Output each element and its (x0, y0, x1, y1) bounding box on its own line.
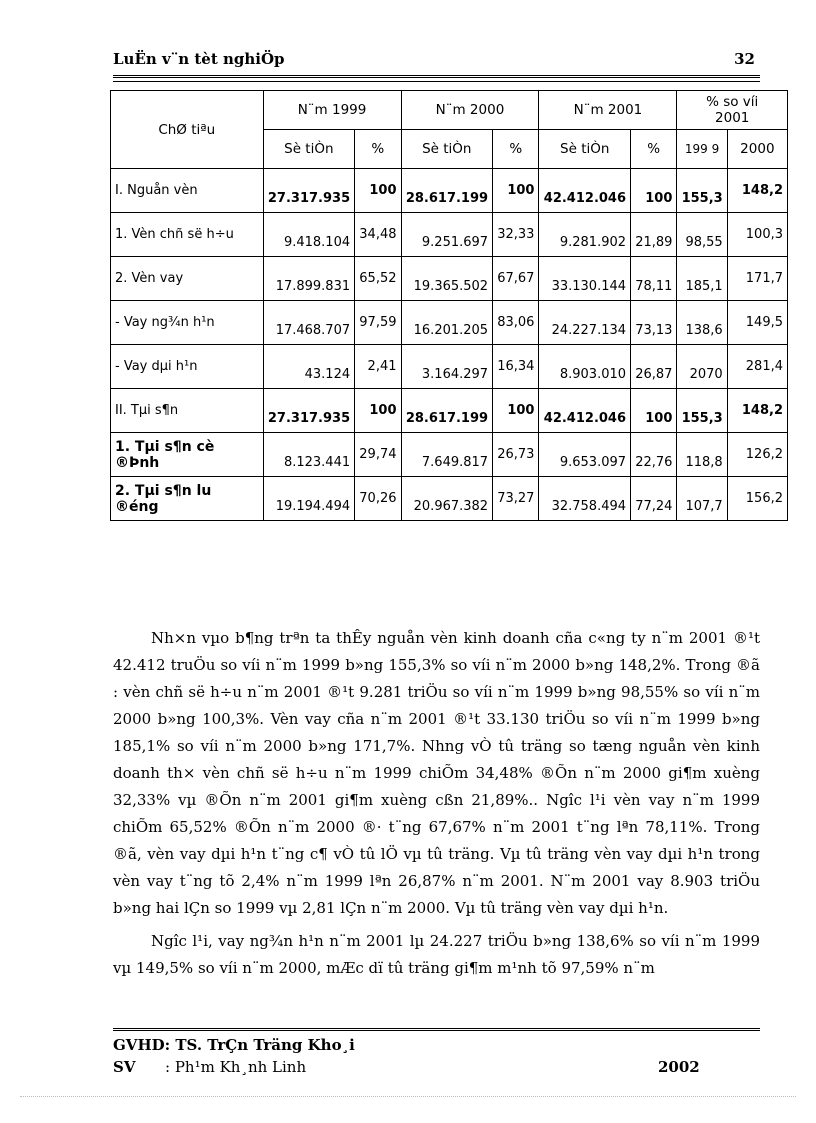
table-row (111, 433, 788, 477)
table-cell: 20.967.382 (401, 477, 493, 521)
table-cell: 32,33 (493, 213, 539, 257)
row-label: 2. Vèn vay (111, 257, 264, 301)
student-line (113, 1056, 760, 1078)
table-cell: 7.649.817 (401, 433, 493, 477)
table-cell: 73,27 (493, 477, 539, 521)
header-pct-line1: % so víi (706, 94, 759, 110)
header-rule (113, 75, 760, 82)
table-cell: 98,55 (677, 213, 727, 257)
row-label: 1. Vèn chñ së h÷u (111, 213, 264, 257)
header-pct-compare (677, 91, 788, 130)
page-bottom-dotted-line (20, 1096, 796, 1097)
header-year-2000: N¨m 2000 (401, 91, 539, 130)
table-cell: 149,5 (727, 301, 787, 345)
header-chitieu: ChØ tiªu (111, 91, 264, 169)
table-cell: 26,73 (493, 433, 539, 477)
table-cell: 19.194.494 (263, 477, 355, 521)
table-cell: 9.418.104 (263, 213, 355, 257)
table-cell: 16.201.205 (401, 301, 493, 345)
footer-year: 2002 (658, 1058, 700, 1076)
table-cell: 100 (493, 389, 539, 433)
subheader-cell: 2000 (727, 130, 787, 169)
table-cell: 148,2 (727, 169, 787, 213)
student-name: : Ph¹m Kh¸nh Linh (165, 1058, 307, 1076)
subheader-cell: Sè tiÒn (401, 130, 493, 169)
table-cell: 27.317.935 (263, 389, 355, 433)
row-label: I. Nguån vèn (111, 169, 264, 213)
thesis-title: LuËn v¨n tèt nghiÖp (113, 50, 285, 68)
table-cell: 107,7 (677, 477, 727, 521)
table-cell: 17.899.831 (263, 257, 355, 301)
table-cell: 281,4 (727, 345, 787, 389)
capital-structure-table (110, 90, 788, 521)
table-row (111, 389, 788, 433)
table-row (111, 477, 788, 521)
row-label: 1. Tµi s¶n cè ®Þnh (111, 433, 264, 477)
table-cell: 21,89 (631, 213, 677, 257)
table-cell: 28.617.199 (401, 389, 493, 433)
table-cell: 22,76 (631, 433, 677, 477)
table-cell: 16,34 (493, 345, 539, 389)
body-text (113, 625, 760, 988)
table-row (111, 301, 788, 345)
table-cell: 65,52 (355, 257, 401, 301)
table-cell: 100 (631, 389, 677, 433)
subheader-cell: Sè tiÒn (263, 130, 355, 169)
table-cell: 32.758.494 (539, 477, 631, 521)
row-label: - Vay ng¾n h¹n (111, 301, 264, 345)
table-cell: 2,41 (355, 345, 401, 389)
table-cell: 19.365.502 (401, 257, 493, 301)
table-cell: 100 (355, 389, 401, 433)
table-cell: 24.227.134 (539, 301, 631, 345)
table-row (111, 213, 788, 257)
subheader-cell: % (631, 130, 677, 169)
table-cell: 171,7 (727, 257, 787, 301)
table-cell: 70,26 (355, 477, 401, 521)
table-cell: 100,3 (727, 213, 787, 257)
subheader-cell: % (493, 130, 539, 169)
table-cell: 17.468.707 (263, 301, 355, 345)
table-cell: 43.124 (263, 345, 355, 389)
table-cell: 138,6 (677, 301, 727, 345)
row-label: 2. Tµi s¶n lu ®éng (111, 477, 264, 521)
table-cell: 2070 (677, 345, 727, 389)
table-cell: 9.653.097 (539, 433, 631, 477)
table-row (111, 257, 788, 301)
table-cell: 9.281.902 (539, 213, 631, 257)
row-label: II. Tµi s¶n (111, 389, 264, 433)
table-cell: 156,2 (727, 477, 787, 521)
table-cell: 78,11 (631, 257, 677, 301)
page-footer (113, 1034, 760, 1078)
table-cell: 73,13 (631, 301, 677, 345)
table-cell: 27.317.935 (263, 169, 355, 213)
table-cell: 3.164.297 (401, 345, 493, 389)
supervisor-line: GVHD: TS. TrÇn Träng Kho¸i (113, 1036, 355, 1054)
table-cell: 118,8 (677, 433, 727, 477)
table-cell: 100 (493, 169, 539, 213)
table-cell: 100 (631, 169, 677, 213)
table-cell: 148,2 (727, 389, 787, 433)
page-number: 32 (734, 50, 755, 68)
student-label: SV (113, 1058, 136, 1076)
table-cell: 77,24 (631, 477, 677, 521)
paragraph: Nh×n vµo b¶ng trªn ta thÊy nguån vèn kinh doanh cña c«ng ty n¨m 2001 ®¹t 42.412 truÖu so víi n¨m 1999 b»ng 155,3% so víi n¨m 2000 b»ng 148,2%. Trong ®ã : vèn chñ së h÷u n¨m 2001 ®¹t 9.281 triÖu so víi n¨m 1999 b»ng 98,55% so víi n¨m 2000 b»ng 100,3%. Vèn vay cña n¨m 2001 ®¹t 33.130 triÖu so víi n¨m 1999 b»ng 185,1% so víi n¨m 2000 b»ng 171,7%. Nhng vÒ tû träng so tæng nguån vèn kinh doanh th× vèn chñ së h÷u n¨m 1999 chiÕm 34,48% ®Õn n¨m 2000 gi¶m xuèng 32,33% vµ ®Õn n¨m 2001 gi¶m xuèng cßn 21,89%.. Ngîc l¹i vèn vay n¨m 1999 chiÕm 65,52% ®Õn n¨m 2000 ®· t¨ng 67,67% n¨m 2001 t¨ng lªn 78,11%. Trong ®ã, vèn vay dµi h¹n t¨ng c¶ vÒ tû lÖ vµ tû träng. Vµ tû träng vèn vay dµi h¹n trong vèn vay t¨ng tõ 2,4% n¨m 1999 lªn 26,87% n¨m 2001. N¨m 2001 vay 8.903 triÖu b»ng hai lÇn so 1999 vµ 2,81 lÇn n¨m 2000. Vµ tû träng vèn vay dµi h¹n. (113, 629, 760, 917)
table-cell: 185,1 (677, 257, 727, 301)
header-year-2001: N¨m 2001 (539, 91, 677, 130)
header-pct-line2: 2001 (715, 110, 750, 126)
table-cell: 8.903.010 (539, 345, 631, 389)
subheader-cell: 199 9 (677, 130, 727, 169)
table-cell: 33.130.144 (539, 257, 631, 301)
row-label: - Vay dµi h¹n (111, 345, 264, 389)
table-cell: 8.123.441 (263, 433, 355, 477)
table-cell: 28.617.199 (401, 169, 493, 213)
table-cell: 67,67 (493, 257, 539, 301)
table-cell: 83,06 (493, 301, 539, 345)
table-cell: 97,59 (355, 301, 401, 345)
subheader-cell: Sè tiÒn (539, 130, 631, 169)
header-year-1999: N¨m 1999 (263, 91, 401, 130)
table-row (111, 345, 788, 389)
table-row (111, 169, 788, 213)
table-cell: 34,48 (355, 213, 401, 257)
table-cell: 26,87 (631, 345, 677, 389)
paragraph: Ngîc l¹i, vay ng¾n h¹n n¨m 2001 lµ 24.227 triÖu b»ng 138,6% so víi n¨m 1999 vµ 149,5% so víi n¨m 2000, mÆc dï tû träng gi¶m m¹nh tõ 97,59% n¨m (113, 932, 760, 977)
table-cell: 155,3 (677, 389, 727, 433)
table-cell: 42.412.046 (539, 389, 631, 433)
table-cell: 42.412.046 (539, 169, 631, 213)
table-cell: 126,2 (727, 433, 787, 477)
subheader-cell: % (355, 130, 401, 169)
table-cell: 29,74 (355, 433, 401, 477)
table-cell: 155,3 (677, 169, 727, 213)
table-cell: 9.251.697 (401, 213, 493, 257)
table-cell: 100 (355, 169, 401, 213)
page-header (113, 50, 755, 72)
